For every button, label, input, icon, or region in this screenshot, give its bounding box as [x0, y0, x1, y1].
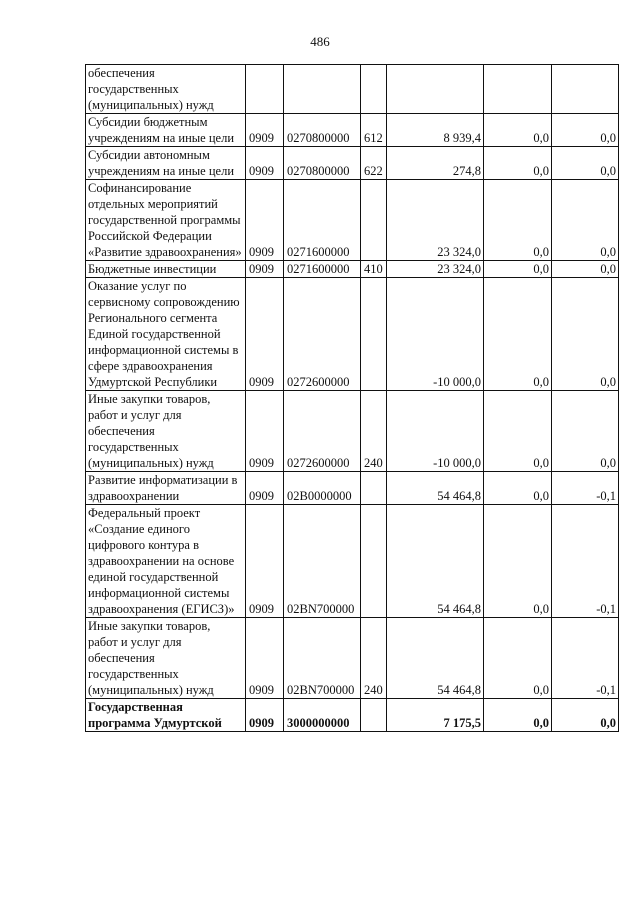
- target-article-cell: 0272600000: [284, 391, 361, 472]
- amount-col6-cell: 0,0: [484, 391, 552, 472]
- amount-col7-cell: -0,1: [552, 618, 619, 699]
- target-article-cell: 0271600000: [284, 261, 361, 278]
- expense-type-cell: 612: [361, 114, 387, 147]
- row-name-cell: Оказание услуг по сервисному сопровождению Регионального сегмента Единой государственной информационной системы в сфере здравоохранения Удмуртской Республики: [86, 278, 246, 391]
- amount-col7-cell: 0,0: [552, 114, 619, 147]
- section-code-cell: 0909: [246, 472, 284, 505]
- expense-type-cell: 410: [361, 261, 387, 278]
- row-name-cell: Иные закупки товаров, работ и услуг для обеспечения государственных (муниципальных) нужд: [86, 391, 246, 472]
- target-article-cell: 0270800000: [284, 147, 361, 180]
- amount-col7-cell: 0,0: [552, 278, 619, 391]
- table-row: [86, 147, 619, 180]
- amount-col7-cell: [552, 65, 619, 114]
- expense-type-cell: [361, 278, 387, 391]
- amount-col7-cell: 0,0: [552, 391, 619, 472]
- table-row: [86, 505, 619, 618]
- amount-col7-cell: -0,1: [552, 505, 619, 618]
- table-row: [86, 180, 619, 261]
- expense-type-cell: [361, 472, 387, 505]
- amount-cell: 274,8: [387, 147, 484, 180]
- amount-col6-cell: 0,0: [484, 278, 552, 391]
- table-row: [86, 391, 619, 472]
- target-article-cell: 02BN700000: [284, 505, 361, 618]
- expense-type-cell: [361, 180, 387, 261]
- target-article-cell: 0272600000: [284, 278, 361, 391]
- section-code-cell: 0909: [246, 278, 284, 391]
- expense-type-cell: 240: [361, 618, 387, 699]
- section-code-cell: 0909: [246, 618, 284, 699]
- expense-type-cell: [361, 505, 387, 618]
- table-row: [86, 65, 619, 114]
- row-name-cell: Федеральный проект «Создание единого цифрового контура в здравоохранении на основе единой государственной информационной системы здравоохранения (ЕГИСЗ)»: [86, 505, 246, 618]
- amount-col6-cell: 0,0: [484, 147, 552, 180]
- amount-cell: 23 324,0: [387, 261, 484, 278]
- row-name-cell: обеспечения государственных (муниципальных) нужд: [86, 65, 246, 114]
- amount-col6-cell: 0,0: [484, 699, 552, 732]
- amount-col6-cell: [484, 65, 552, 114]
- expense-type-cell: 240: [361, 391, 387, 472]
- table-body: [86, 65, 619, 732]
- row-name-cell: Субсидии автономным учреждениям на иные цели: [86, 147, 246, 180]
- target-article-cell: 0270800000: [284, 114, 361, 147]
- amount-col6-cell: 0,0: [484, 472, 552, 505]
- section-code-cell: 0909: [246, 180, 284, 261]
- page-number: 486: [310, 34, 330, 49]
- amount-col7-cell: 0,0: [552, 699, 619, 732]
- amount-cell: -10 000,0: [387, 391, 484, 472]
- section-code-cell: 0909: [246, 699, 284, 732]
- table-row: [86, 472, 619, 505]
- target-article-cell: 02B0000000: [284, 472, 361, 505]
- budget-table: [85, 64, 619, 732]
- target-article-cell: 3000000000: [284, 699, 361, 732]
- amount-cell: 7 175,5: [387, 699, 484, 732]
- row-name-cell: Бюджетные инвестиции: [86, 261, 246, 278]
- section-code-cell: [246, 65, 284, 114]
- row-name-cell: Государственная программа Удмуртской: [86, 699, 246, 732]
- row-name-cell: Иные закупки товаров, работ и услуг для обеспечения государственных (муниципальных) нужд: [86, 618, 246, 699]
- expense-type-cell: [361, 699, 387, 732]
- amount-cell: 8 939,4: [387, 114, 484, 147]
- amount-col6-cell: 0,0: [484, 180, 552, 261]
- table-row: [86, 699, 619, 732]
- table-row: [86, 261, 619, 278]
- target-article-cell: 0271600000: [284, 180, 361, 261]
- amount-cell: 54 464,8: [387, 472, 484, 505]
- table-row: [86, 618, 619, 699]
- section-code-cell: 0909: [246, 505, 284, 618]
- row-name-cell: Субсидии бюджетным учреждениям на иные цели: [86, 114, 246, 147]
- amount-col7-cell: 0,0: [552, 180, 619, 261]
- amount-col6-cell: 0,0: [484, 114, 552, 147]
- amount-cell: 23 324,0: [387, 180, 484, 261]
- section-code-cell: 0909: [246, 147, 284, 180]
- row-name-cell: Развитие информатизации в здравоохранении: [86, 472, 246, 505]
- amount-col6-cell: 0,0: [484, 261, 552, 278]
- table-row: [86, 114, 619, 147]
- expense-type-cell: [361, 65, 387, 114]
- section-code-cell: 0909: [246, 114, 284, 147]
- amount-col7-cell: -0,1: [552, 472, 619, 505]
- amount-cell: [387, 65, 484, 114]
- amount-col7-cell: 0,0: [552, 261, 619, 278]
- amount-cell: -10 000,0: [387, 278, 484, 391]
- amount-col7-cell: 0,0: [552, 147, 619, 180]
- section-code-cell: 0909: [246, 391, 284, 472]
- target-article-cell: [284, 65, 361, 114]
- expense-type-cell: 622: [361, 147, 387, 180]
- amount-cell: 54 464,8: [387, 618, 484, 699]
- table-row: [86, 278, 619, 391]
- amount-col6-cell: 0,0: [484, 618, 552, 699]
- target-article-cell: 02BN700000: [284, 618, 361, 699]
- row-name-cell: Софинансирование отдельных мероприятий государственной программы Российской Федерации «Развитие здравоохранения»: [86, 180, 246, 261]
- section-code-cell: 0909: [246, 261, 284, 278]
- amount-col6-cell: 0,0: [484, 505, 552, 618]
- amount-cell: 54 464,8: [387, 505, 484, 618]
